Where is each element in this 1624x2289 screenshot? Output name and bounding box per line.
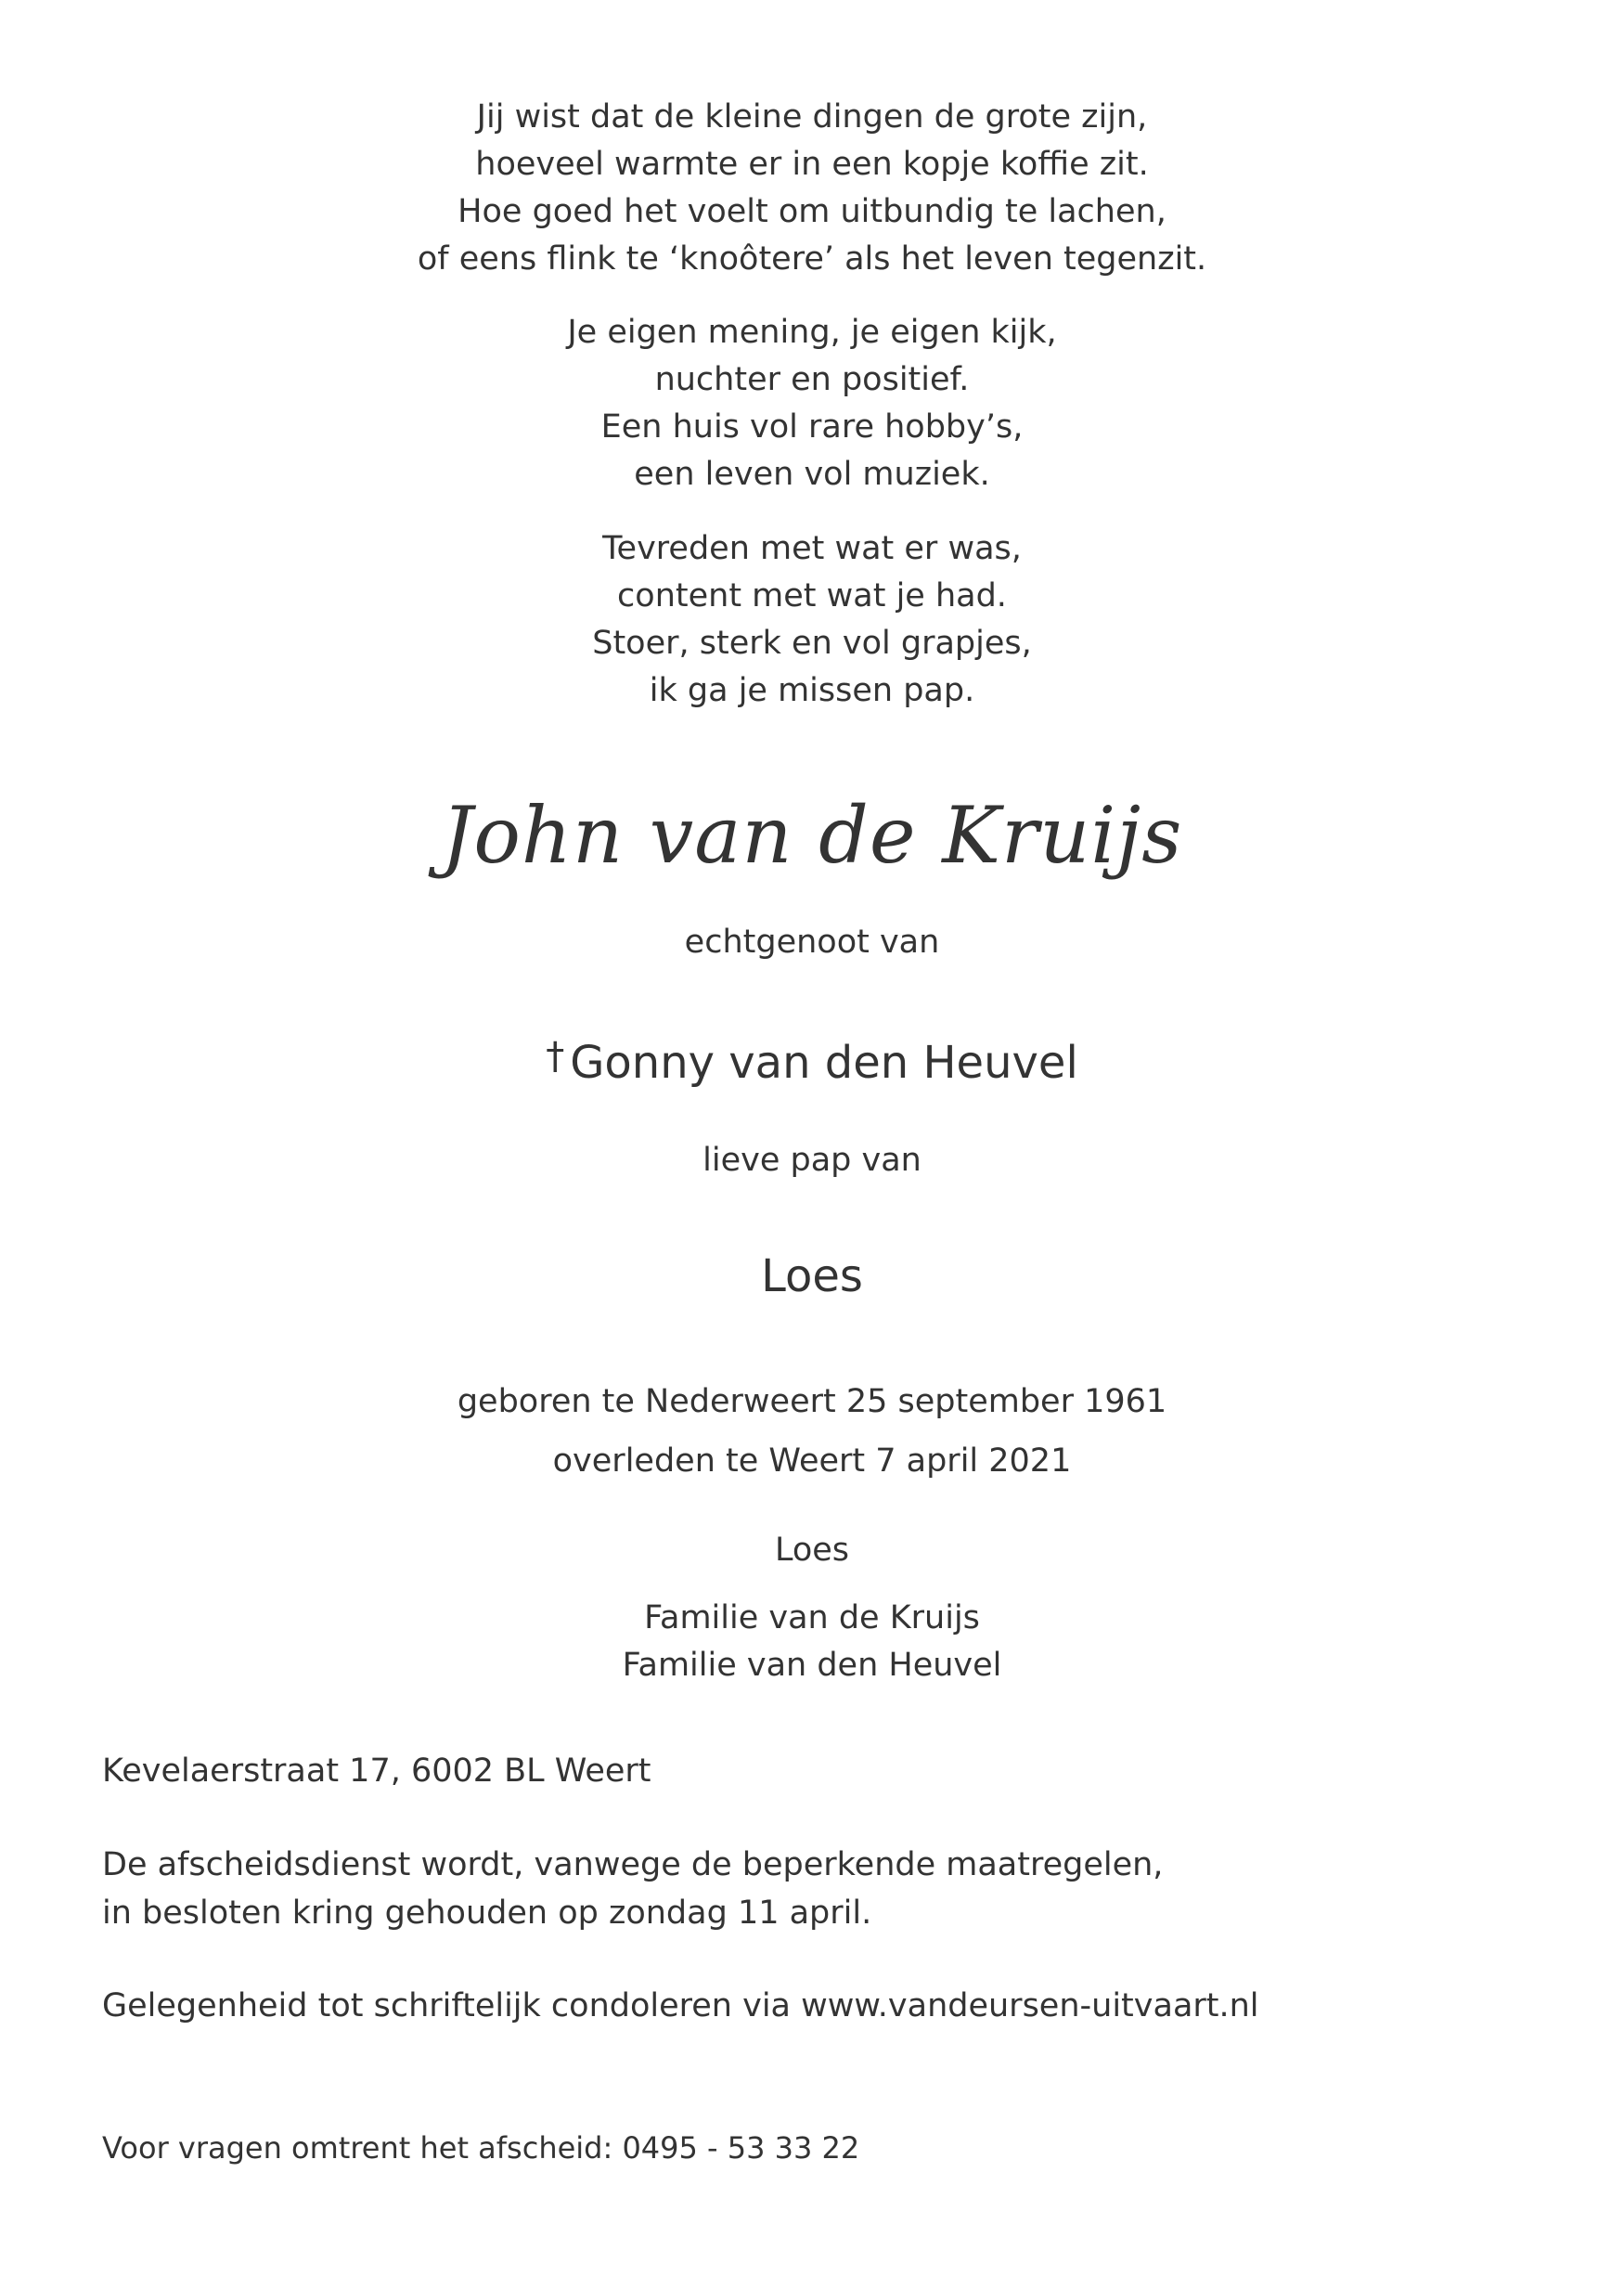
poem-line: nuchter en positief. [654,361,970,398]
service-line: De afscheidsdienst wordt, vanwege de beperkende maatregelen, [102,1846,1164,1883]
address: Kevelaerstraat 17, 6002 BL Weert [102,1752,651,1790]
poem-stanza-2 [0,309,1624,498]
poem-line: Een huis vol rare hobby’s, [600,408,1024,446]
signer-family: Familie van de Kruijs [644,1599,980,1636]
poem-line: Hoe goed het voelt om uitbundig te lachen, [458,193,1166,230]
poem-line: een leven vol muziek. [634,456,990,493]
child-relation: lieve pap van [702,1142,922,1179]
birth-line: geboren te Nederweert 25 september 1961 [457,1383,1167,1420]
service-info [102,1841,1163,1937]
poem-line: Tevreden met wat er was, [602,530,1022,567]
service-line: in besloten kring gehouden op zondag 11 april. [102,1895,872,1932]
child-name: Loes [761,1250,863,1302]
poem-stanza-1 [0,94,1624,283]
poem-stanza-3 [0,525,1624,715]
spouse-name: Gonny van den Heuvel [570,1037,1078,1089]
death-line: overleden te Weert 7 april 2021 [552,1442,1072,1480]
poem-line: Stoer, sterk en vol grapjes, [592,625,1032,662]
contact-info: Voor vragen omtrent het afscheid: 0495 - 53 33 22 [102,2130,860,2166]
condolence-info: Gelegenheid tot schriftelijk condoleren via www.vandeursen-uitvaart.nl [102,1987,1259,2024]
poem-line: ik ga je missen pap. [649,672,975,709]
poem-line: Jij wist dat de kleine dingen de grote zijn, [476,98,1148,136]
poem-line: hoeveel warmte er in een kopje koffie zit. [475,146,1149,183]
life-dates [0,1372,1624,1491]
spouse-line [0,1028,1624,1091]
deceased-name: John van de Kruijs [441,790,1183,881]
signer-first: Loes [774,1532,850,1569]
cross-icon: † [546,1035,565,1078]
spouse-relation: echtgenoot van [684,924,940,961]
signer-families [0,1595,1624,1689]
signer-family: Familie van den Heuvel [622,1647,1002,1684]
poem-line: of eens flink te ‘knoôtere’ als het leven tegenzit. [417,240,1207,278]
poem-line: content met wat je had. [617,577,1007,614]
poem-line: Je eigen mening, je eigen kijk, [567,314,1057,351]
